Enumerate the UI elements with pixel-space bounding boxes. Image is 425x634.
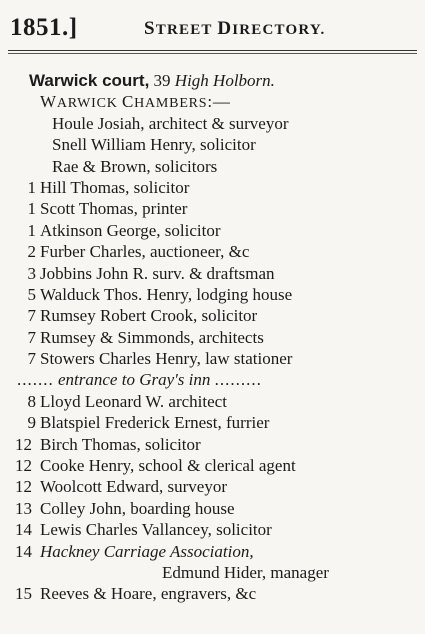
entry-number: 1 xyxy=(27,199,36,219)
entry-text: Walduck Thos. Henry, lodging house xyxy=(40,284,293,304)
entry-number: 1 xyxy=(27,177,36,197)
entry-text: Rumsey & Simmonds, architects xyxy=(40,327,264,347)
list-item xyxy=(0,284,425,305)
entry-text: Hill Thomas, solicitor xyxy=(40,177,190,197)
entry-text: Lewis Charles Vallancey, solicitor xyxy=(40,520,272,540)
entry-text: Woolcott Edward, surveyor xyxy=(40,477,227,497)
list-item xyxy=(0,498,425,519)
header-rule-thin xyxy=(8,53,417,54)
entry-number: 14 xyxy=(15,541,32,561)
entry-text: Blatspiel Frederick Ernest, furrier xyxy=(40,413,270,433)
entry-number: 5 xyxy=(27,284,36,304)
entry-number: 12 xyxy=(15,434,32,454)
list-item xyxy=(0,220,425,241)
entry-number: 7 xyxy=(27,349,36,369)
page-header xyxy=(10,14,415,44)
entry-number: 8 xyxy=(27,391,36,411)
entry-text: Hackney Carriage Association, xyxy=(40,541,254,561)
entry-text: Reeves & Hoare, engravers, &c xyxy=(40,584,257,604)
street-heading xyxy=(0,70,425,91)
chambers-heading: WARWICK CHAMBERS:— xyxy=(40,92,231,112)
entry-text: Rumsey Robert Crook, solicitor xyxy=(40,306,258,326)
list-item xyxy=(0,412,425,433)
cross-street-separator: ....... entrance to Gray's inn ......... xyxy=(17,370,262,390)
entry-text: Birch Thomas, solicitor xyxy=(40,434,201,454)
entry-text: Stowers Charles Henry, law stationer xyxy=(40,349,293,369)
entry-text: Cooke Henry, school & clerical agent xyxy=(40,456,296,476)
running-title: STREET DIRECTORY. xyxy=(144,18,326,39)
list-item xyxy=(0,519,425,540)
entry-number: 7 xyxy=(27,306,36,326)
entry-number: 15 xyxy=(15,584,32,604)
list-item xyxy=(0,177,425,198)
chambers-occupant: Houle Josiah, architect & surveyor xyxy=(52,113,289,133)
entry-number: 9 xyxy=(27,413,36,433)
separator-text: entrance to Gray's inn xyxy=(58,370,211,390)
directory-entries xyxy=(0,70,425,605)
list-item xyxy=(0,327,425,348)
chambers-occupant: Rae & Brown, solicitors xyxy=(52,156,218,176)
list-item xyxy=(0,241,425,262)
entry-continuation: Edmund Hider, manager xyxy=(162,562,329,582)
list-item xyxy=(0,305,425,326)
list-item xyxy=(0,476,425,497)
entry-number: 7 xyxy=(27,327,36,347)
list-item xyxy=(0,583,425,604)
list-item xyxy=(0,348,425,369)
entry-text: Colley John, boarding house xyxy=(40,498,235,518)
entry-text: Furber Charles, auctioneer, &c xyxy=(40,242,250,262)
street-location: High Holborn. xyxy=(174,71,275,90)
list-item xyxy=(0,263,425,284)
list-item xyxy=(0,455,425,476)
page-year: 1851.] xyxy=(10,14,78,41)
street-number: 39 xyxy=(153,71,171,90)
chambers-occupant: Snell William Henry, solicitor xyxy=(52,135,256,155)
header-rule xyxy=(8,50,417,51)
entry-number: 12 xyxy=(15,456,32,476)
entry-number: 3 xyxy=(27,263,36,283)
entry-text: Lloyd Leonard W. architect xyxy=(40,391,227,411)
entry-number: 1 xyxy=(27,220,36,240)
list-item xyxy=(0,541,425,562)
entry-number: 14 xyxy=(15,520,32,540)
entry-number: 12 xyxy=(15,477,32,497)
list-item xyxy=(0,434,425,455)
entry-number: 2 xyxy=(27,242,36,262)
street-name: Warwick court, xyxy=(29,71,150,90)
entry-text: Scott Thomas, printer xyxy=(40,199,188,219)
list-item xyxy=(0,391,425,412)
list-item xyxy=(0,198,425,219)
entry-number: 13 xyxy=(15,498,32,518)
entry-text: Jobbins John R. surv. & draftsman xyxy=(40,263,275,283)
entry-text: Atkinson George, solicitor xyxy=(40,220,221,240)
